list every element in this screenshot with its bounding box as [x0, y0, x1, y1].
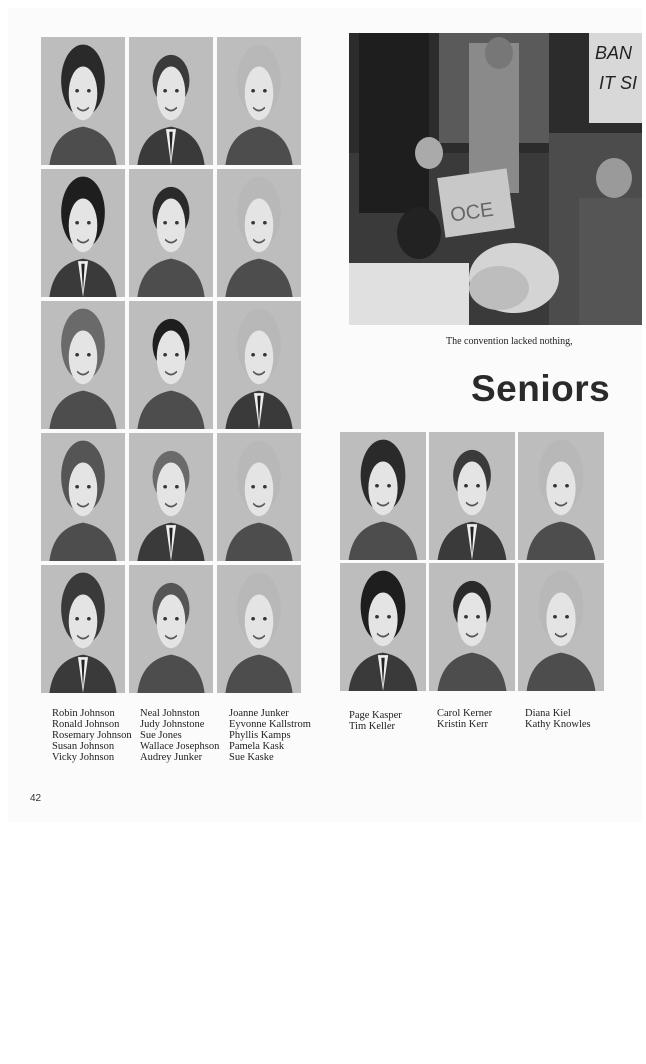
senior-portrait	[41, 169, 125, 297]
senior-portrait	[41, 37, 125, 165]
senior-portrait	[217, 565, 301, 693]
name-item: Diana Kiel	[525, 708, 571, 719]
senior-portrait	[129, 37, 213, 165]
senior-portrait	[129, 169, 213, 297]
name-item: Susan Johnson	[52, 741, 115, 752]
name-item: Vicky Johnson	[52, 752, 115, 763]
section-title: Seniors	[471, 368, 611, 409]
name-item: Judy Johnstone	[140, 719, 205, 730]
senior-portrait	[217, 37, 301, 165]
name-item: Neal Johnston	[140, 708, 200, 719]
names-left-col2	[140, 708, 219, 763]
name-item: Page Kasper	[349, 710, 402, 721]
senior-portrait	[41, 433, 125, 561]
page-number: 42	[30, 793, 42, 804]
name-item: Kathy Knowles	[525, 719, 591, 730]
senior-portrait	[217, 433, 301, 561]
senior-portrait	[340, 563, 426, 691]
name-item: Sue Kaske	[229, 752, 274, 763]
name-item: Sue Jones	[140, 730, 182, 741]
box-text: OCE	[448, 198, 495, 227]
candid-convention-photo	[349, 33, 642, 325]
senior-portrait	[518, 563, 604, 691]
names-right-col3	[525, 708, 591, 730]
name-item: Pamela Kask	[229, 741, 285, 752]
senior-portrait	[217, 301, 301, 429]
senior-portrait	[41, 565, 125, 693]
senior-portrait	[429, 432, 515, 560]
name-item: Phyllis Kamps	[229, 730, 291, 741]
name-item: Kristin Kerr	[437, 719, 489, 730]
name-item: Joanne Junker	[229, 708, 289, 719]
name-item: Carol Kerner	[437, 708, 493, 719]
names-left-col3	[229, 708, 311, 763]
name-item: Tim Keller	[349, 721, 395, 732]
name-item: Wallace Josephson	[140, 741, 220, 752]
photo-caption: The convention lacked nothing,	[446, 336, 573, 347]
name-item: Ronald Johnson	[52, 719, 120, 730]
name-item: Audrey Junker	[140, 752, 203, 763]
senior-portrait	[217, 169, 301, 297]
names-left-col1	[52, 708, 132, 763]
sign-text-ban: BAN	[595, 43, 633, 63]
names-right-col1	[349, 710, 402, 732]
sign-text-it: IT SI	[599, 73, 638, 93]
senior-portrait	[41, 301, 125, 429]
senior-portrait	[340, 432, 426, 560]
senior-portrait	[129, 433, 213, 561]
name-item: Rosemary Johnson	[52, 730, 132, 741]
names-right-col2	[437, 708, 492, 730]
senior-portrait	[429, 563, 515, 691]
senior-portrait	[129, 301, 213, 429]
name-item: Eyvonne Kallstrom	[229, 719, 311, 730]
name-item: Robin Johnson	[52, 708, 115, 719]
senior-portrait	[129, 565, 213, 693]
senior-portrait	[518, 432, 604, 560]
